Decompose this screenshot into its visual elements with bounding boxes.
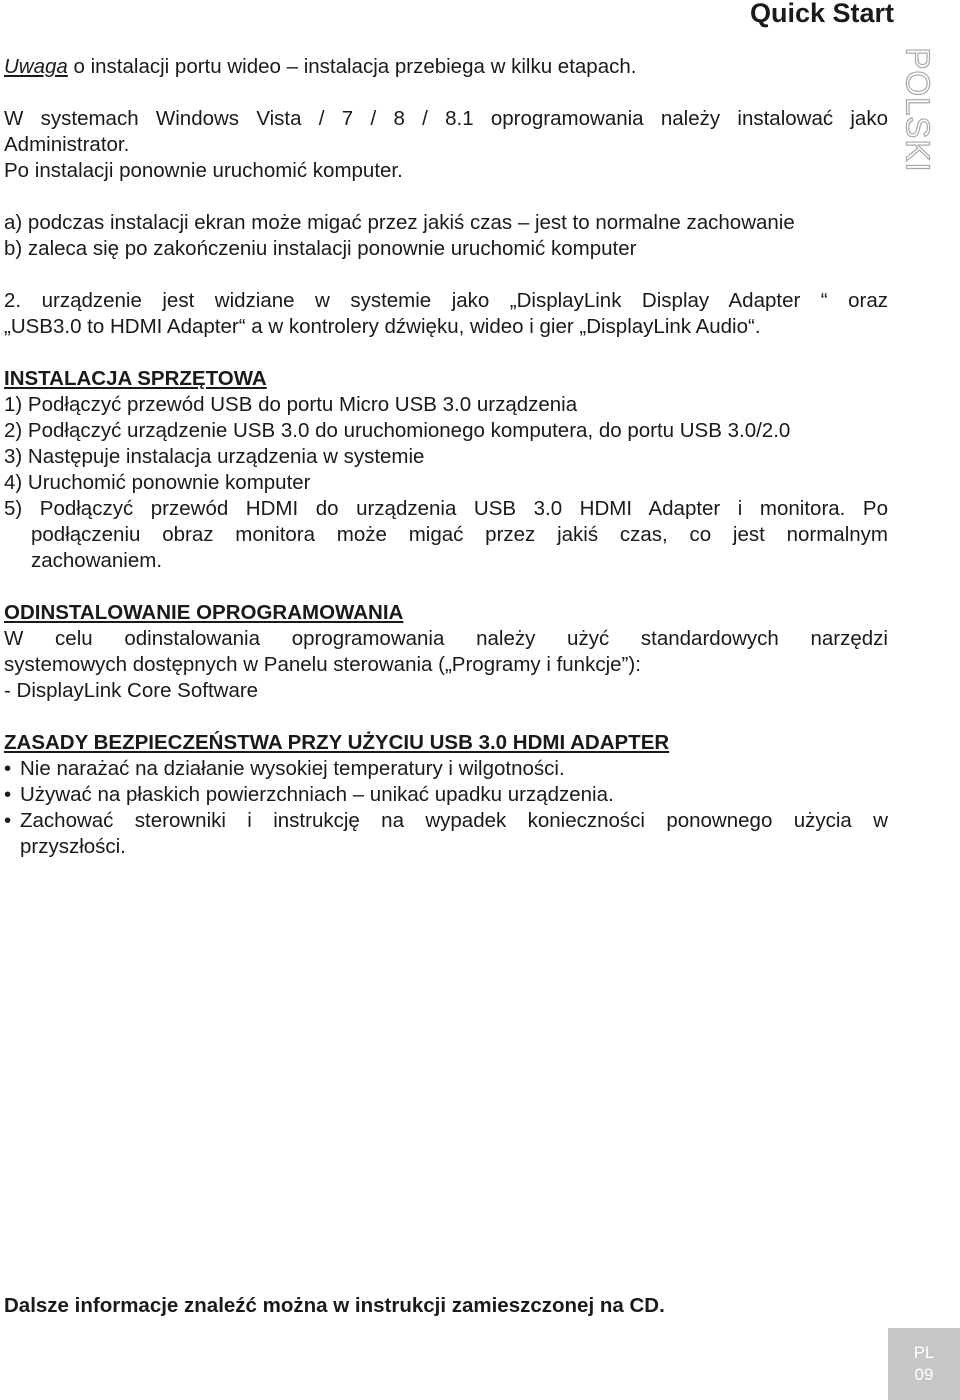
note-b: b) zaleca się po zakończeniu instalacji ponownie uruchomić komputer (4, 237, 637, 260)
bullet-icon: • (4, 809, 12, 832)
safety-item-1 (4, 756, 888, 782)
safety-heading: ZASADY BEZPIECZEŃSTWA PRZY UŻYCIU USB 3.0 HDMI ADAPTER (4, 731, 670, 754)
page-title: Quick Start (749, 0, 894, 28)
safety-item-2 (4, 782, 888, 808)
device-line-2: „USB3.0 to HDMI Adapter“ a w kontrolery dźwięku, wideo i gier „DisplayLink Audio“. (4, 315, 761, 338)
bullet-icon: • (4, 757, 12, 780)
safety-item-3-line-1: Zachować sterowniki i instrukcję na wypadek konieczności ponownego użycia w (20, 809, 888, 832)
note-a: a) podczas instalacji ekran może migać przez jakiś czas – jest to normalne zachowanie (4, 211, 795, 234)
uninstall-line-3: - DisplayLink Core Software (4, 679, 259, 702)
page-number: 09 (914, 1365, 934, 1384)
hardware-step-5-line-1: 5) Podłączyć przewód HDMI do urządzenia USB 3.0 HDMI Adapter i monitora. Po (4, 497, 888, 520)
page-number-box (888, 1328, 960, 1400)
hardware-heading: INSTALACJA SPRZĘTOWA (4, 367, 267, 390)
bullet-icon: • (4, 783, 12, 806)
language-side-label-text: POLSKI (900, 47, 938, 173)
safety-item-1-text: Nie narażać na działanie wysokiej temperatury i wilgotności. (20, 757, 565, 780)
hardware-step-5-line-3: zachowaniem. (31, 549, 163, 572)
hardware-step-5-continuation (4, 522, 888, 574)
hardware-step-1: 1) Podłączyć przewód USB do portu Micro USB 3.0 urządzenia (4, 393, 578, 416)
language-side-label (898, 42, 938, 178)
footer-note: Dalsze informacje znaleźć można w instrukcji zamieszczonej na CD. (4, 1294, 665, 1317)
uwaga-label: Uwaga (4, 55, 68, 78)
uninstall-line-1: W celu odinstalowania oprogramowania należy użyć standardowych narzędzi (4, 627, 888, 650)
admin-line-2: Administrator. (4, 133, 130, 156)
restart-line: Po instalacji ponownie uruchomić komputer. (4, 159, 403, 182)
safety-item-2-text: Używać na płaskich powierzchniach – unikać upadku urządzenia. (20, 783, 614, 806)
language-code: PL (913, 1343, 935, 1362)
uninstall-heading: ODINSTALOWANIE OPROGRAMOWANIA (4, 601, 404, 624)
uninstall-line-2: systemowych dostępnych w Panelu sterowania („Programy i funkcje”): (4, 653, 641, 676)
hardware-step-2: 2) Podłączyć urządzenie USB 3.0 do uruchomionego komputera, do portu USB 3.0/2.0 (4, 419, 791, 442)
safety-item-3 (4, 808, 888, 834)
document-body (4, 54, 888, 860)
safety-item-3-line-2: przyszłości. (20, 835, 126, 858)
device-line-1: 2. urządzenie jest widziane w systemie jako „DisplayLink Display Adapter “ oraz (4, 289, 888, 312)
hardware-step-5-line-2: podłączeniu obraz monitora może migać przez jakiś czas, co jest normalnym (31, 523, 888, 546)
intro-uwaga-line (4, 54, 888, 80)
hardware-step-3: 3) Następuje instalacja urządzenia w systemie (4, 445, 425, 468)
admin-line-1: W systemach Windows Vista / 7 / 8 / 8.1 oprogramowania należy instalować jako (4, 107, 888, 130)
hardware-step-4: 4) Uruchomić ponownie komputer (4, 471, 311, 494)
uwaga-text: o instalacji portu wideo – instalacja przebiega w kilku etapach. (67, 55, 637, 78)
